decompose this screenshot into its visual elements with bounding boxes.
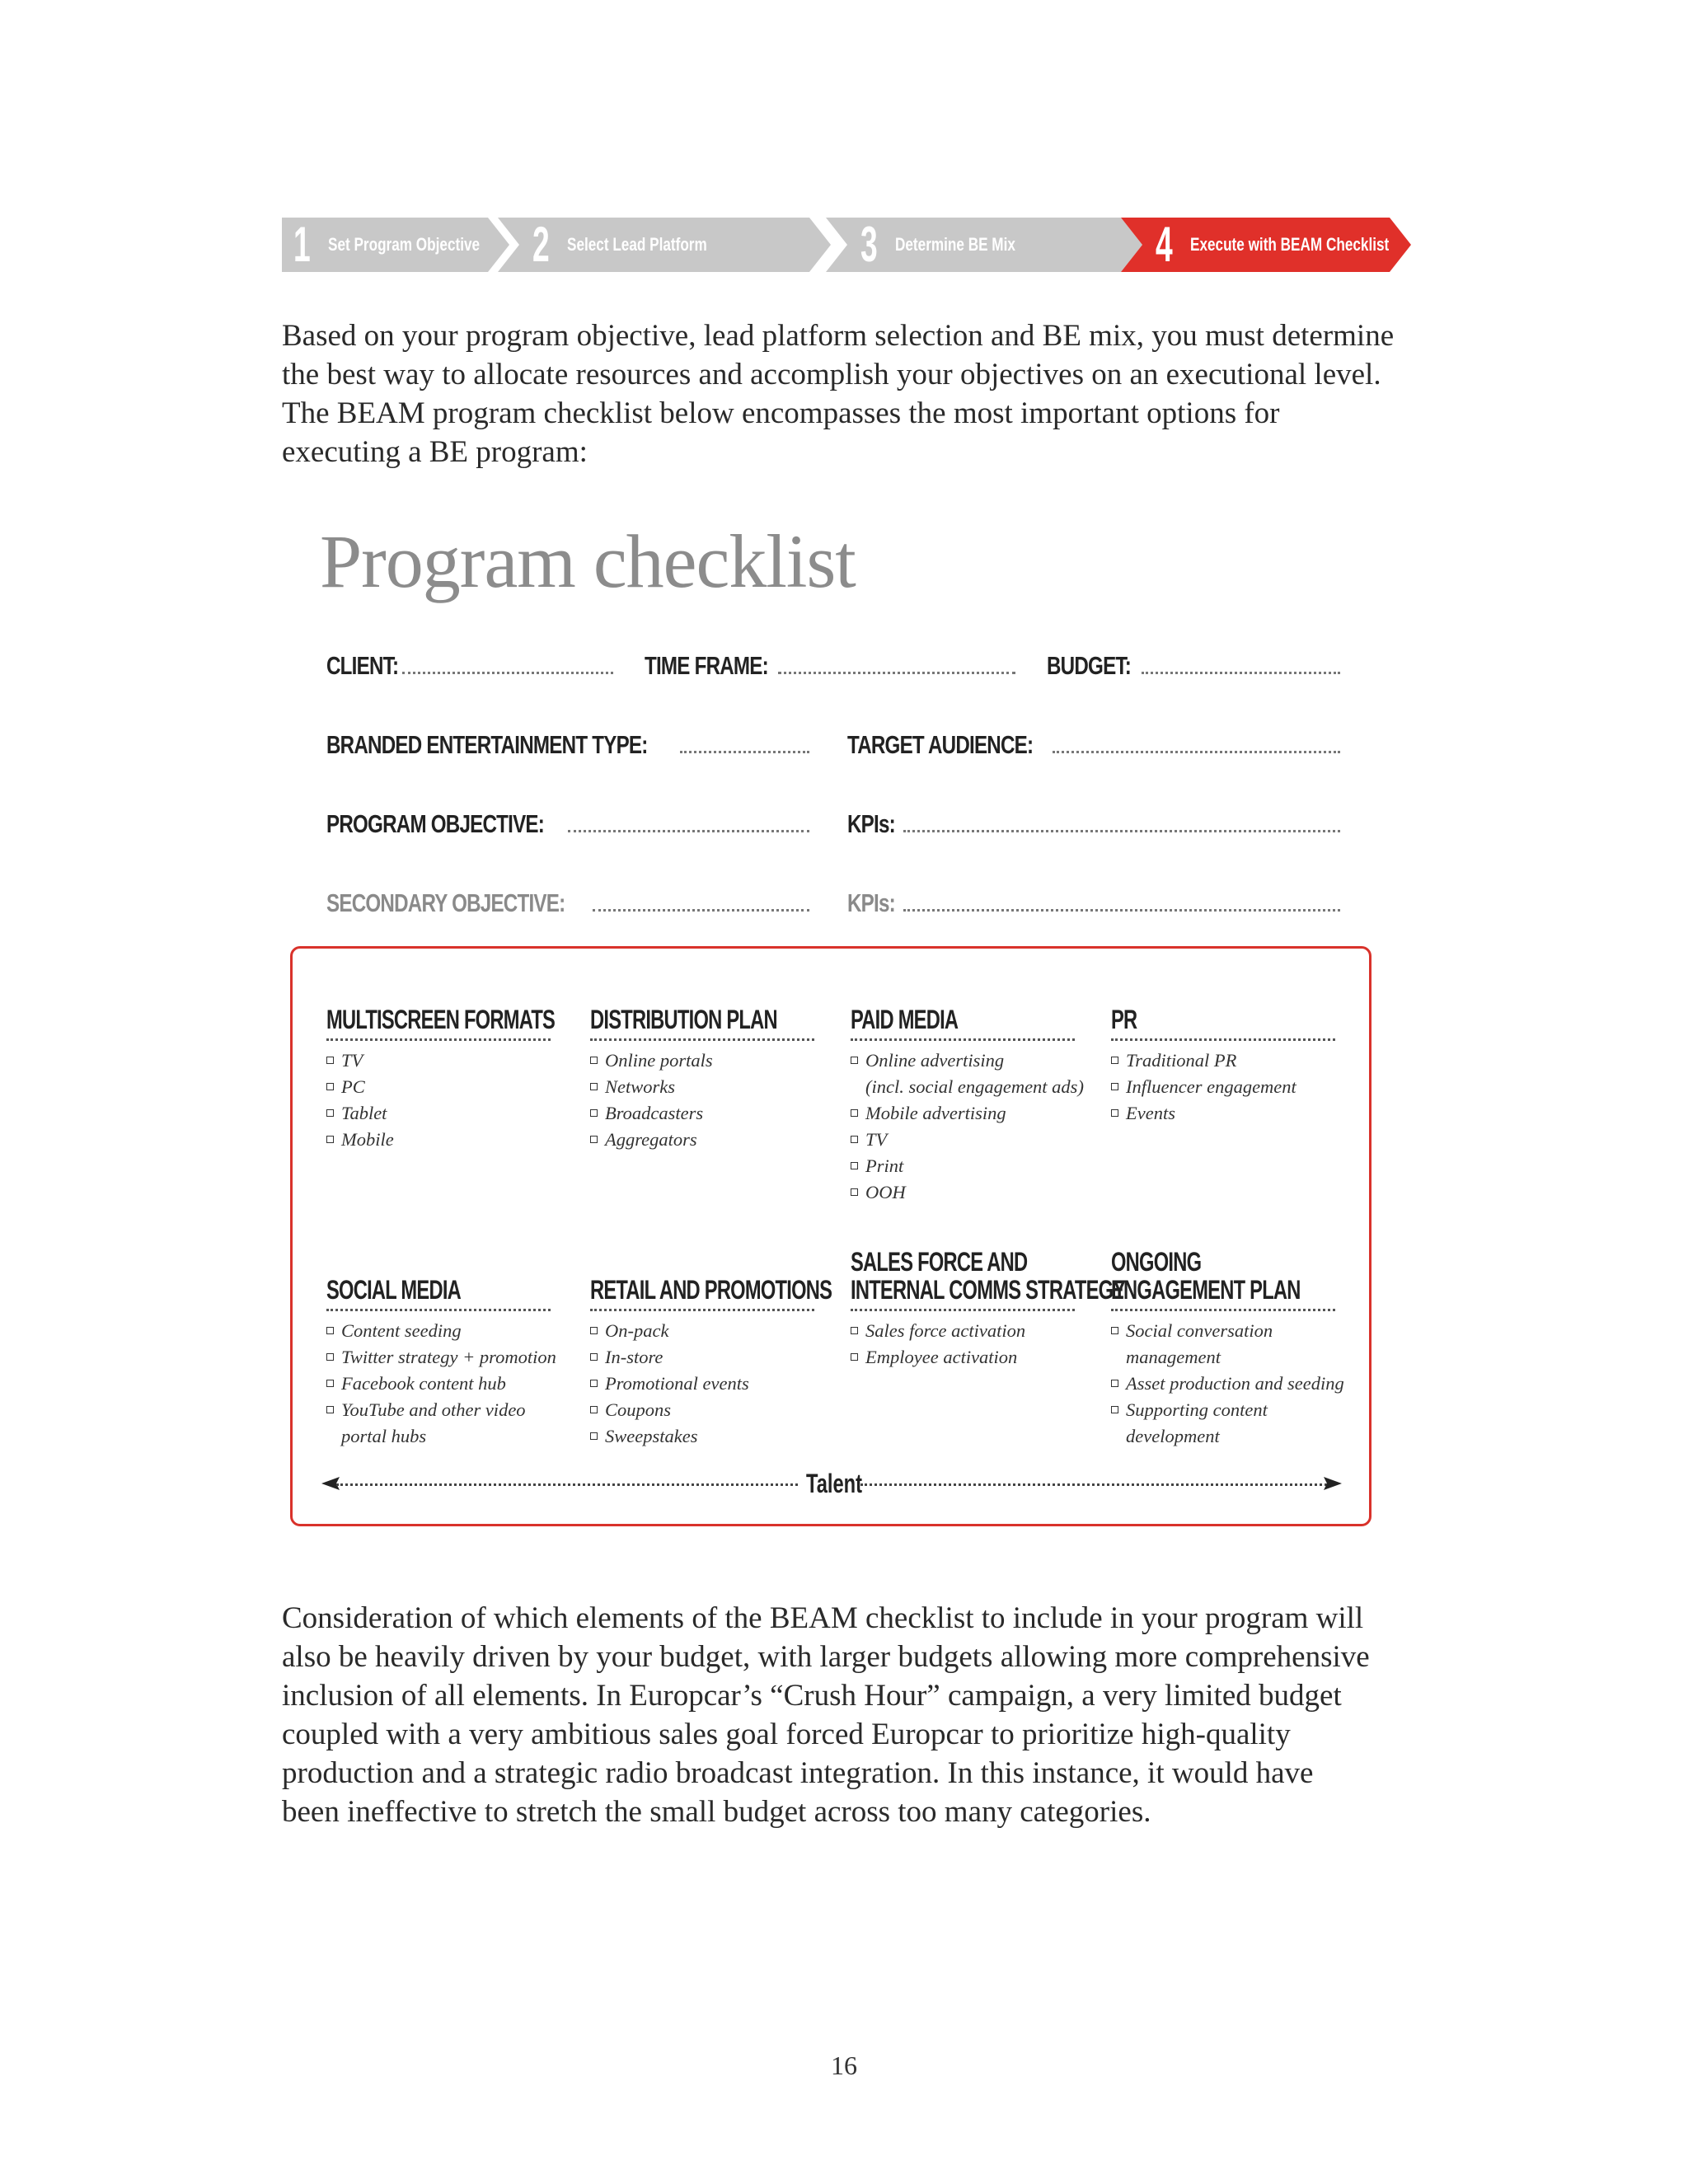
page-number: 16: [831, 2050, 857, 2080]
time-frame-field[interactable]: [645, 651, 1015, 684]
checklist-item[interactable]: Online advertising: [851, 1047, 1075, 1074]
category-heading: PR: [1111, 1005, 1335, 1041]
checkbox-icon[interactable]: [590, 1353, 598, 1361]
step-number: 1: [293, 217, 311, 272]
checkbox-icon[interactable]: [326, 1353, 334, 1361]
checklist-item-continued: (incl. social engagement ads): [865, 1076, 1084, 1097]
checklist-item[interactable]: Asset production and seeding: [1111, 1371, 1335, 1397]
category-heading: DISTRIBUTION PLAN: [590, 1005, 814, 1041]
checklist-item[interactable]: Aggregators: [590, 1127, 814, 1153]
category-heading: SOCIAL MEDIA: [326, 1276, 551, 1311]
category-social-media: [326, 1275, 556, 1450]
checklist-item[interactable]: PC: [326, 1074, 551, 1100]
checkbox-icon[interactable]: [1111, 1327, 1118, 1334]
checkbox-icon[interactable]: [1111, 1057, 1118, 1064]
checklist-item-continued: portal hubs: [341, 1426, 427, 1446]
category-multiscreen-formats: [326, 1005, 556, 1153]
checkbox-icon[interactable]: [1111, 1109, 1118, 1117]
checkbox-icon[interactable]: [326, 1380, 334, 1387]
program-objective-line[interactable]: [568, 812, 809, 832]
category-heading: MULTISCREEN FORMATS: [326, 1005, 551, 1041]
checklist-item[interactable]: Promotional events: [590, 1371, 814, 1397]
secondary-objective-label: SECONDARY OBJECTIVE:: [326, 888, 565, 917]
checkbox-icon[interactable]: [590, 1406, 598, 1413]
arrow-right-icon: [1320, 1467, 1345, 1500]
checklist-item[interactable]: Online portals: [590, 1047, 814, 1074]
category-heading-line-2: INTERNAL COMMS STRATEGY: [851, 1275, 1126, 1305]
step-number: 3: [860, 217, 878, 272]
category-heading: PAID MEDIA: [851, 1005, 1075, 1041]
talent-span: [321, 1467, 1343, 1500]
checklist-item[interactable]: Print: [851, 1153, 1075, 1179]
kpis-line[interactable]: [903, 891, 1340, 912]
checkbox-icon[interactable]: [326, 1057, 334, 1064]
step-2: [498, 218, 828, 272]
checklist-item[interactable]: In-store: [590, 1344, 814, 1371]
checklist-item[interactable]: Twitter strategy + promotion: [326, 1344, 551, 1371]
checkbox-icon[interactable]: [851, 1109, 858, 1117]
category-heading-line-1: ONGOING: [1111, 1247, 1202, 1277]
step-label: Determine BE Mix: [895, 234, 1015, 255]
closing-paragraph: Consideration of which elements of the BEAM checklist to include in your program will also be heavily driven by your budget, with larger budgets allowing more comprehensive inclusion of all elements. In Europcar’s “Crush Hour” campaign, a very limited budget coupled with a very ambitious sales goal forced Europcar to prioritize high-quality production and a strategic radio broadcast integration. In this instance, it would have been ineffective to stretch the small budget across too many categories.: [282, 1601, 1370, 1829]
checklist-item[interactable]: Events: [1111, 1100, 1335, 1127]
category-pr: [1111, 1005, 1335, 1127]
checkbox-icon[interactable]: [590, 1083, 598, 1090]
checkbox-icon[interactable]: [851, 1136, 858, 1143]
checkbox-icon[interactable]: [1111, 1380, 1118, 1387]
checklist-title: Program checklist: [320, 519, 856, 603]
checkbox-icon[interactable]: [326, 1136, 334, 1143]
checkbox-icon[interactable]: [1111, 1406, 1118, 1413]
kpis-label: KPIs:: [847, 809, 895, 838]
kpis-label: KPIs:: [847, 888, 895, 917]
checklist-item[interactable]: TV: [851, 1127, 1075, 1153]
checklist-item-continued: management: [1126, 1347, 1221, 1367]
checkbox-icon[interactable]: [590, 1380, 598, 1387]
checkbox-icon[interactable]: [590, 1327, 598, 1334]
kpis-field-2[interactable]: [847, 888, 1340, 921]
step-3: [826, 218, 1139, 272]
checkbox-icon[interactable]: [326, 1083, 334, 1090]
program-objective-field[interactable]: [326, 809, 809, 842]
checklist-item[interactable]: OOH: [851, 1179, 1075, 1206]
be-type-label: BRANDED ENTERTAINMENT TYPE:: [326, 730, 648, 759]
checklist-item[interactable]: Coupons: [590, 1397, 814, 1423]
time-frame-label: TIME FRAME:: [645, 651, 768, 680]
target-audience-label: TARGET AUDIENCE:: [847, 730, 1034, 759]
step-4-active: [1121, 218, 1411, 272]
budget-field[interactable]: [1047, 651, 1340, 684]
checklist-item[interactable]: Sweepstakes: [590, 1423, 814, 1450]
checkbox-icon[interactable]: [326, 1327, 334, 1334]
step-label: Execute with BEAM Checklist: [1190, 234, 1390, 255]
checkbox-icon[interactable]: [590, 1136, 598, 1143]
checkbox-icon[interactable]: [326, 1406, 334, 1413]
checklist-item[interactable]: Sales force activation: [851, 1318, 1075, 1344]
category-distribution-plan: [590, 1005, 814, 1153]
program-objective-label: PROGRAM OBJECTIVE:: [326, 809, 545, 838]
checklist-item[interactable]: Networks: [590, 1074, 814, 1100]
checklist-item[interactable]: Content seeding: [326, 1318, 551, 1344]
checklist-item[interactable]: Employee activation: [851, 1344, 1075, 1371]
checkbox-icon[interactable]: [590, 1432, 598, 1440]
step-number: 2: [532, 217, 550, 272]
process-steps: [282, 218, 1411, 272]
intro-paragraph: Based on your program objective, lead platform selection and BE mix, you must determine the best way to allocate resources and accomplish your objectives on an executional level. The BEAM program checklist below encompasses the most important options for executing a BE program:: [282, 319, 1395, 469]
checkbox-icon[interactable]: [590, 1109, 598, 1117]
checklist-item[interactable]: Traditional PR: [1111, 1047, 1335, 1074]
checklist-item[interactable]: Mobile advertising: [851, 1100, 1075, 1127]
category-heading-line-2: ENGAGEMENT PLAN: [1111, 1275, 1301, 1305]
client-field[interactable]: [326, 651, 613, 684]
category-sales-force-internal-comms: [851, 1247, 1126, 1371]
target-audience-line[interactable]: [1053, 733, 1340, 753]
category-heading: RETAIL AND PROMOTIONS: [590, 1276, 814, 1311]
be-type-line[interactable]: [680, 733, 809, 753]
secondary-objective-line[interactable]: [593, 891, 809, 912]
checklist-item[interactable]: Influencer engagement: [1111, 1074, 1335, 1100]
checklist-item[interactable]: Mobile: [326, 1127, 551, 1153]
target-audience-field[interactable]: [847, 730, 1340, 763]
be-type-field[interactable]: [326, 730, 809, 763]
checkbox-icon[interactable]: [851, 1162, 858, 1169]
checklist-item-continued: development: [1126, 1426, 1220, 1446]
secondary-objective-field[interactable]: [326, 888, 809, 921]
client-label: CLIENT:: [326, 651, 399, 680]
step-label: Set Program Objective: [328, 234, 481, 255]
kpis-field-1[interactable]: [847, 809, 1340, 842]
checkbox-icon[interactable]: [851, 1327, 858, 1334]
category-heading-line-1: SALES FORCE AND: [851, 1247, 1028, 1277]
talent-label: Talent: [806, 1469, 862, 1498]
step-number: 4: [1156, 217, 1173, 272]
checkbox-icon[interactable]: [590, 1057, 598, 1064]
checkbox-icon[interactable]: [851, 1353, 858, 1361]
checklist-item[interactable]: Supporting content: [1111, 1397, 1335, 1423]
category-heading: [851, 1247, 1126, 1311]
time-frame-line[interactable]: [778, 654, 1015, 674]
talent-line-left: [336, 1483, 798, 1486]
checkbox-icon[interactable]: [1111, 1083, 1118, 1090]
category-ongoing-engagement-plan: [1111, 1247, 1344, 1450]
checkbox-icon[interactable]: [851, 1188, 858, 1196]
step-1: [282, 218, 504, 272]
checklist-item[interactable]: TV: [326, 1047, 551, 1074]
budget-line[interactable]: [1142, 654, 1340, 674]
checklist-item[interactable]: YouTube and other video: [326, 1397, 551, 1423]
step-label: Select Lead Platform: [567, 234, 707, 255]
category-heading: [1111, 1248, 1335, 1311]
budget-label: BUDGET:: [1047, 651, 1132, 680]
checkbox-icon[interactable]: [851, 1057, 858, 1064]
category-retail-and-promotions: [590, 1275, 832, 1450]
checklist-item[interactable]: Social conversation: [1111, 1318, 1335, 1344]
checklist-item[interactable]: Tablet: [326, 1100, 551, 1127]
category-paid-media: [851, 1005, 1084, 1206]
talent-line-right: [860, 1483, 1327, 1486]
client-line[interactable]: [402, 654, 613, 674]
checklist-item[interactable]: Broadcasters: [590, 1100, 814, 1127]
checklist-item[interactable]: On-pack: [590, 1318, 814, 1344]
checkbox-icon[interactable]: [326, 1109, 334, 1117]
kpis-line[interactable]: [903, 812, 1340, 832]
checklist-item[interactable]: Facebook content hub: [326, 1371, 551, 1397]
